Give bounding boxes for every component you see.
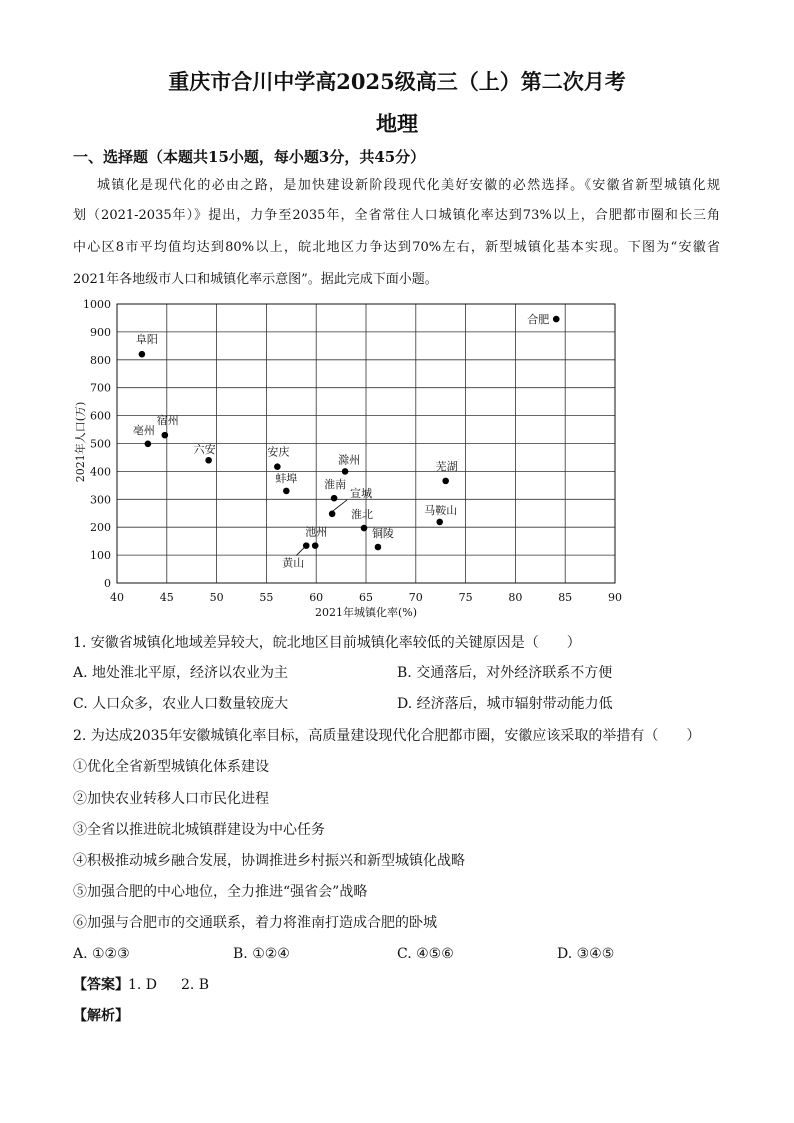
point-label: 芜湖 [435,459,458,473]
data-point-12 [361,525,368,532]
question-1-option-d: D. 经济落后，城市辐射带动能力低 [397,696,613,712]
exam-title: 重庆市合川中学高2025级高三（上）第二次月考 [168,69,626,94]
data-point-5 [205,457,212,464]
question-2-option-d: D. ③④⑤ [557,946,615,962]
question-2-item: ⑥加强与合肥市的交通联系，着力将淮南打造成合肥的卧城 [73,915,437,931]
point-label: 马鞍山 [424,503,458,517]
point-label: 阜阳 [135,333,158,347]
data-point-7 [283,488,290,495]
question-2-item: ①优化全省新型城镇化体系建设 [73,759,269,775]
question-2-option-c: C. ④⑤⑥ [397,946,454,962]
point-label: 黄山 [282,556,305,570]
x-tick-label: 55 [259,591,274,604]
point-label: 滁州 [338,453,361,467]
y-tick-label: 1000 [83,298,111,311]
question-1-option-c: C. 人口众多，农业人口数量较庞大 [73,696,289,712]
x-tick-label: 90 [608,591,622,604]
section-heading: 一、选择题（本题共15小题，每小题3分，共45分） [73,148,426,166]
data-point-9 [442,478,449,485]
y-tick-label: 400 [90,465,111,479]
y-tick-label: 600 [90,409,111,423]
y-tick-label: 700 [90,381,111,395]
x-tick-label: 45 [159,591,174,604]
point-label: 宿州 [156,414,179,428]
question-2-stem: 2. 为达成2035年安徽城镇化率目标，高质量建设现代化合肥都市圈，安徽应该采取的举措有（ ） [73,728,701,744]
point-label: 淮南 [324,478,347,492]
y-tick-label: 300 [90,493,111,507]
answer-value-1: 1. D [128,977,158,993]
x-tick-label: 60 [309,591,324,604]
point-label: 铜陵 [371,527,394,541]
data-point-3 [162,432,169,439]
leader-line [296,548,304,556]
data-point-4 [145,440,152,447]
question-2-item: ③全省以推进皖北城镇群建设为中心任务 [73,822,325,838]
intro-line: 城镇化是现代化的必由之路，是加快建设新阶段现代化美好安徽的必然选择。《安徽省新型城镇化规 [97,178,720,193]
y-tick-label: 500 [90,437,111,451]
analysis-label: 【解析】 [73,1008,129,1024]
point-label: 淮北 [351,508,374,522]
question-2-item: ②加快农业转移人口市民化进程 [73,791,269,807]
answer-label: 【答案】 [73,977,129,993]
x-axis-label: 2021年城镇化率(%) [314,606,418,619]
point-label: 池州 [305,525,328,539]
x-tick-label: 40 [110,591,124,604]
y-tick-label: 900 [90,325,111,339]
data-point-8 [342,468,349,475]
x-tick-label: 65 [359,591,373,604]
data-point-10 [331,495,338,502]
leader-line [333,500,347,511]
question-1-option-b: B. 交通落后，对外经济联系不方便 [397,665,613,681]
answer-value-2: 2. B [181,977,210,993]
data-point-11 [329,511,336,518]
x-tick-label: 85 [558,591,573,604]
question-1-stem: 1. 安徽省城镇化地域差异较大，皖北地区目前城镇化率较低的关键原因是（ ） [73,635,581,651]
question-2-item: ⑤加强合肥的中心地位，全力推进“强省会”战略 [73,884,368,900]
data-point-14 [375,544,382,551]
y-tick-label: 200 [90,521,111,535]
data-point-2 [139,351,146,358]
intro-line: 划（2021-2035年）》提出，力争至2035年，全省常住人口城镇化率达到73%以上，合肥都市圈和长三角 [73,208,720,223]
point-label: 安庆 [267,445,290,459]
point-label: 合肥 [527,313,550,327]
question-2-item: ④积极推动城乡融合发展，协调推进乡村振兴和新型城镇化战略 [73,853,465,869]
data-point-1 [553,316,560,323]
x-tick-label: 70 [408,591,423,604]
question-1-option-a: A. 地处淮北平原，经济以农业为主 [73,665,289,681]
subject-title: 地理 [376,111,418,136]
x-tick-label: 80 [508,591,523,604]
question-2-option-b: B. ①②④ [233,946,290,962]
intro-line: 中心区8市平均值均达到80%以上，皖北地区力争达到70%左右，新型城镇化基本实现。下图为“安徽省 [73,240,720,255]
intro-line: 2021年各地级市人口和城镇化率示意图”。据此完成下面小题。 [73,272,438,287]
point-label: 蚌埠 [275,471,298,485]
data-point-15 [312,542,319,549]
point-label: 六安 [193,443,216,457]
x-tick-label: 75 [458,591,473,604]
point-label: 宣城 [350,486,373,500]
x-tick-label: 50 [209,591,224,604]
scatter-chart [0,290,794,630]
y-tick-label: 800 [90,353,111,367]
y-tick-label: 100 [90,549,111,563]
data-point-6 [274,463,281,470]
y-axis-label: 2021年人口(万) [74,401,87,483]
question-2-option-a: A. ①②③ [73,946,130,962]
point-label: 亳州 [132,423,155,437]
data-point-13 [436,519,443,526]
y-tick-label: 0 [104,577,111,590]
